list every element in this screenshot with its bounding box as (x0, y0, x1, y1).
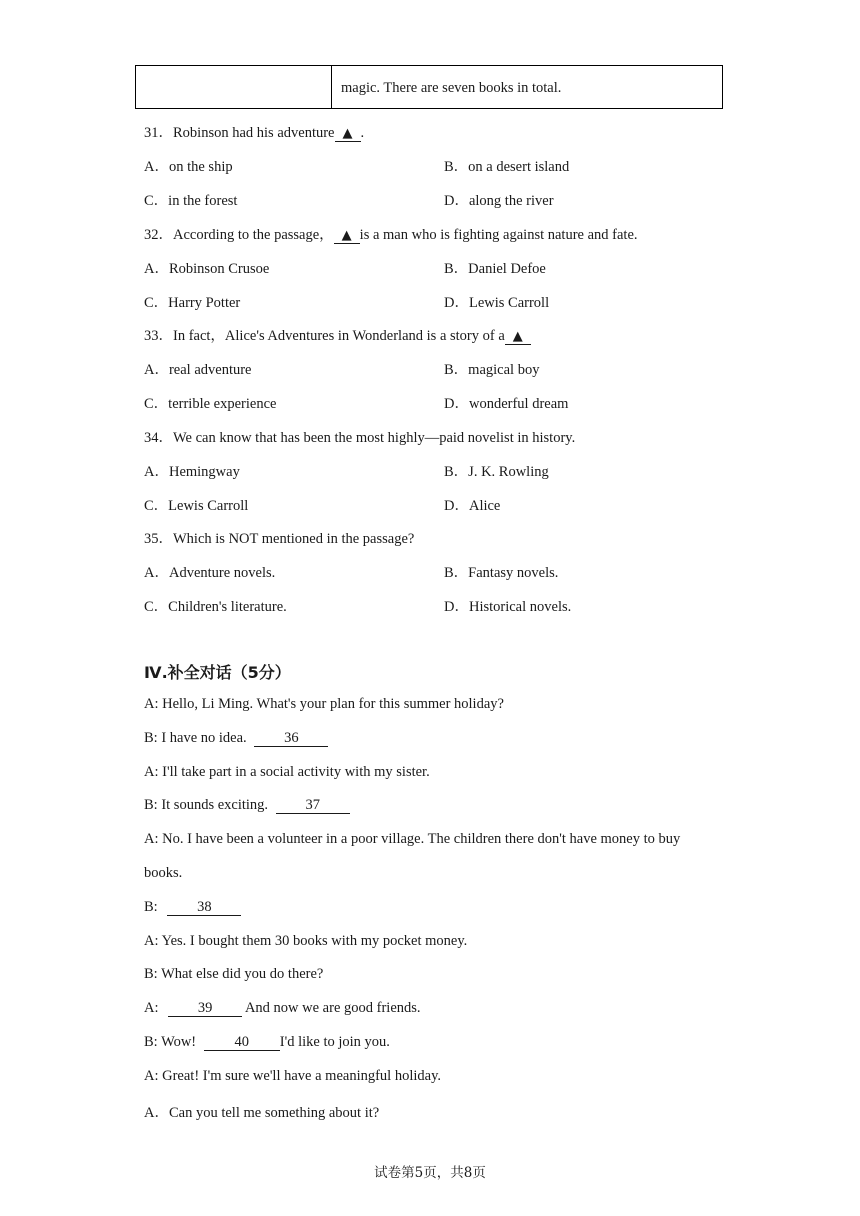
question-stem-end: is a man who is fighting against nature and fate. (359, 227, 638, 243)
option-32-d: D．Lewis Carroll (444, 295, 550, 311)
dialogue-line: B: What else did you do there? (144, 966, 324, 982)
option-34-c: C．Lewis Carroll (144, 498, 249, 514)
blank-38: 38 (167, 900, 241, 916)
option-31-d: D．along the river (444, 193, 554, 209)
question-stem: 33．In fact，Alice's Adventures in Wonderland is a story of a (144, 328, 505, 344)
answer-blank: ▲ (334, 229, 360, 244)
dialogue-line (144, 1000, 421, 1017)
question-33 (144, 324, 531, 345)
section-title: Ⅳ.补全对话（5分） (144, 663, 291, 682)
table-divider (331, 66, 332, 108)
option-34-d: D．Alice (444, 498, 501, 514)
dialogue-text: B: I have no idea. (144, 730, 247, 746)
dialogue-line: A: Great! I'm sure we'll have a meaningful holiday. (144, 1068, 442, 1084)
question-34: 34．We can know that has been the most highly—paid novelist in history. (144, 430, 576, 446)
blank-36: 36 (254, 731, 328, 747)
table-cell-text: magic. There are seven books in total. (341, 80, 562, 96)
dialogue-text: And now we are good friends. (244, 1000, 421, 1016)
dialogue-line (144, 1034, 390, 1051)
dialogue-text: B: (144, 899, 158, 915)
blank-37: 37 (276, 798, 350, 814)
dialogue-line (144, 797, 350, 814)
option-35-b: B．Fantasy novels. (444, 565, 559, 581)
option-33-a: A．real adventure (144, 362, 252, 378)
dialogue-line: A: I'll take part in a social activity with my sister. (144, 764, 430, 780)
question-stem-end: . (360, 125, 365, 141)
dialogue-text: A: (144, 1000, 159, 1016)
option-31-a: A．on the ship (144, 159, 233, 175)
option-35-a: A．Adventure novels. (144, 565, 276, 581)
option-35-c: C．Children's literature. (144, 599, 287, 615)
question-stem: 31．Robinson had his adventure (144, 125, 335, 141)
dialogue-line (144, 730, 328, 747)
dialogue-line (144, 899, 241, 916)
question-31 (144, 121, 364, 142)
answer-blank: ▲ (505, 330, 531, 345)
option-35-d: D．Historical novels. (444, 599, 572, 615)
dialogue-line: books. (144, 865, 183, 881)
dialogue-text: B: It sounds exciting. (144, 797, 269, 813)
dialogue-text: B: Wow! (144, 1034, 197, 1050)
question-32 (144, 223, 638, 244)
dialogue-line: A: Yes. I bought them 30 books with my pocket money. (144, 933, 468, 949)
question-stem: 32．According to the passage， (144, 227, 334, 243)
blank-40: 40 (204, 1035, 280, 1051)
page-footer: 试卷第5页，共8页 (374, 1165, 486, 1181)
option-31-b: B．on a desert island (444, 159, 570, 175)
option-33-d: D．wonderful dream (444, 396, 569, 412)
question-35: 35．Which is NOT mentioned in the passage? (144, 531, 415, 547)
option-32-c: C．Harry Potter (144, 295, 241, 311)
dialogue-line: A: Hello, Li Ming. What's your plan for this summer holiday? (144, 696, 504, 712)
option-34-a: A．Hemingway (144, 464, 240, 480)
passage-table (135, 65, 723, 109)
dialogue-line: A: No. I have been a volunteer in a poor village. The children there don't have money to buy (144, 831, 681, 847)
dialogue-text: I'd like to join you. (279, 1034, 390, 1050)
option-33-b: B．magical boy (444, 362, 540, 378)
blank-39: 39 (168, 1001, 242, 1017)
choice-option-a: A．Can you tell me something about it? (144, 1105, 380, 1121)
answer-blank: ▲ (335, 127, 361, 142)
option-31-c: C．in the forest (144, 193, 238, 209)
option-32-b: B．Daniel Defoe (444, 261, 546, 277)
option-33-c: C．terrible experience (144, 396, 277, 412)
option-34-b: B．J. K. Rowling (444, 464, 549, 480)
option-32-a: A．Robinson Crusoe (144, 261, 270, 277)
